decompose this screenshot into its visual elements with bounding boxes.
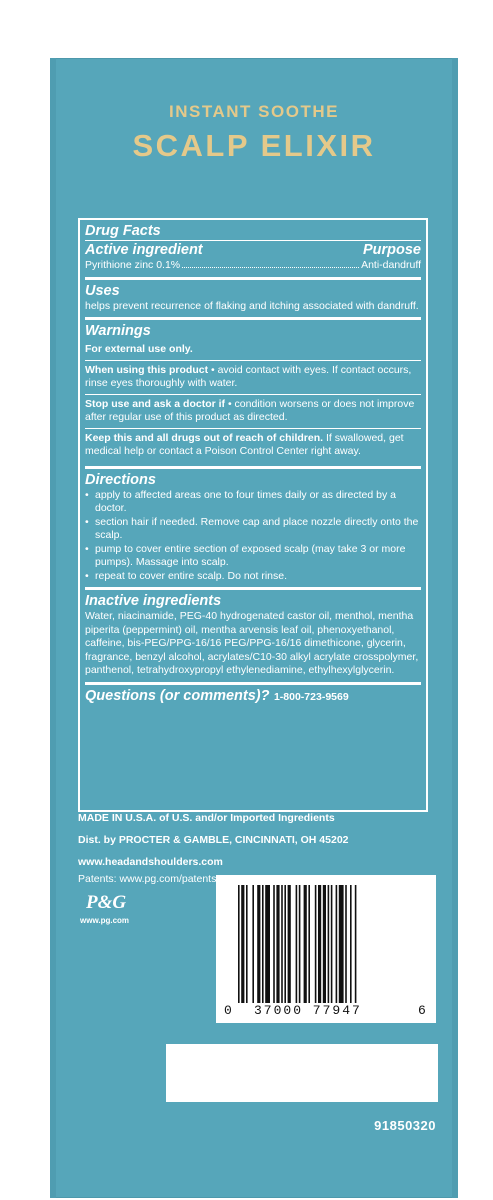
external-use-warning: For external use only.	[85, 340, 421, 361]
uses-title: Uses	[85, 282, 120, 299]
barcode-last-digit: 6	[418, 1003, 426, 1018]
stop-use-warning	[85, 395, 421, 429]
directions-section	[85, 469, 421, 591]
barcode-bars	[236, 885, 416, 1003]
direction-item: • repeat to cover entire scalp. Do not rinse.	[85, 570, 421, 584]
barcode-middle-digits: 37000 77947	[254, 1003, 362, 1018]
purpose-value: Anti-dandruff	[361, 259, 421, 271]
keep-text: If swallowed, get medical help or contact a Poison Control Center right away.	[85, 431, 404, 457]
barcode-bar	[265, 885, 270, 1003]
active-header-row	[85, 241, 421, 259]
inactive-ingredients-text: Water, niacinamide, PEG-40 hydrogenated castor oil, menthol, mentha piperita (peppermint) oil, mentha arvensis leaf oil, phenoxyethanol, caffeine, bis-PEG/PPG-16/16 PEG/PPG-16/16 dimethicone, glycerin, fragrance, benzyl alcohol, acrylates/C10-30 alkyl acrylate crosspolymer, panthenol, tetrahydroxypropyl ethylenediamine, ethylhexylglycerin.	[85, 610, 419, 676]
questions-label: Questions (or comments)?	[85, 687, 270, 704]
barcode-bar	[257, 885, 260, 1003]
pg-logo-url: www.pg.com	[80, 916, 130, 925]
barcode-bar	[355, 885, 357, 1003]
questions-section	[85, 685, 421, 709]
distributor-text: Dist. by PROCTER & GAMBLE, CINCINNATI, OH 45202	[78, 834, 349, 846]
barcode-bar	[308, 885, 310, 1003]
inactive-ingredients-section	[85, 590, 421, 685]
barcode-bar	[318, 885, 321, 1003]
barcode-first-digit: 0	[224, 1003, 232, 1018]
stop-use-text: • condition worsens or does not improve after regular use of this product as directed.	[85, 397, 415, 423]
barcode-bar	[262, 885, 264, 1003]
directions-title: Directions	[85, 471, 156, 488]
barcode-bar	[328, 885, 330, 1003]
barcode-bar	[284, 885, 286, 1003]
made-in-text: MADE IN U.S.A. of U.S. and/or Imported Ingredients	[78, 812, 335, 824]
barcode-bar	[246, 885, 248, 1003]
barcode-bar	[323, 885, 326, 1003]
barcode	[216, 875, 436, 1023]
pg-logo: P&G	[86, 892, 127, 913]
when-using-warning	[85, 361, 421, 395]
direction-item: • section hair if needed. Remove cap and place nozzle directly onto the scalp.	[85, 516, 421, 543]
stop-use-label: Stop use and ask a doctor if	[85, 397, 226, 410]
active-ingredient-row	[85, 259, 421, 273]
barcode-bar	[299, 885, 301, 1003]
warnings-section	[85, 320, 421, 469]
product-title: SCALP ELIXIR	[132, 128, 376, 163]
keep-label: Keep this and all drugs out of reach of children.	[85, 431, 324, 444]
barcode-bar	[304, 885, 307, 1003]
barcode-bar	[238, 885, 240, 1003]
barcode-bar	[273, 885, 275, 1003]
direction-item: • apply to affected areas one to four times daily or as directed by a doctor.	[85, 489, 421, 516]
product-subtitle: INSTANT SOOTHE	[169, 102, 339, 121]
product-code: 91850320	[374, 1118, 436, 1133]
panel-edge-right	[452, 58, 458, 1198]
when-using-text: • avoid contact with eyes. If contact occurs, rinse eyes thoroughly with water.	[85, 363, 412, 389]
barcode-bar	[350, 885, 352, 1003]
direction-item: • pump to cover entire section of exposed scalp (may take 3 or more pumps). Massage into scalp.	[85, 543, 421, 570]
drug-facts-title: Drug Facts	[85, 223, 161, 239]
barcode-bar	[331, 885, 333, 1003]
purpose-label: Purpose	[362, 242, 421, 258]
barcode-bar	[288, 885, 291, 1003]
barcode-bar	[315, 885, 317, 1003]
panel-edge-left	[50, 58, 56, 1198]
patents-text: Patents: www.pg.com/patents	[78, 873, 217, 885]
barcode-bar	[345, 885, 347, 1003]
barcode-bar	[339, 885, 344, 1003]
warnings-title: Warnings	[85, 323, 151, 339]
keep-out-of-reach-warning	[85, 429, 421, 462]
barcode-bar	[252, 885, 254, 1003]
barcode-bar	[336, 885, 338, 1003]
uses-text: helps prevent recurrence of flaking and itching associated with dandruff.	[85, 299, 419, 312]
when-using-label: When using this product	[85, 363, 209, 376]
inactive-ingredients-title: Inactive ingredients	[85, 593, 222, 609]
active-ingredient-label: Active ingredient	[85, 242, 203, 258]
uses-section	[85, 280, 421, 321]
barcode-bar	[296, 885, 298, 1003]
questions-phone: 1-800-723-9569	[273, 690, 349, 703]
blank-label-area	[166, 1044, 438, 1102]
website-text: www.headandshoulders.com	[78, 856, 223, 868]
drug-facts-box	[78, 218, 428, 812]
active-ingredient-value: Pyrithione zinc 0.1%	[85, 259, 181, 271]
product-panel	[50, 58, 458, 1198]
barcode-bar	[241, 885, 244, 1003]
directions-list	[85, 489, 421, 584]
drug-facts-active-section	[85, 220, 421, 280]
barcode-bar	[281, 885, 283, 1003]
barcode-bar	[276, 885, 279, 1003]
